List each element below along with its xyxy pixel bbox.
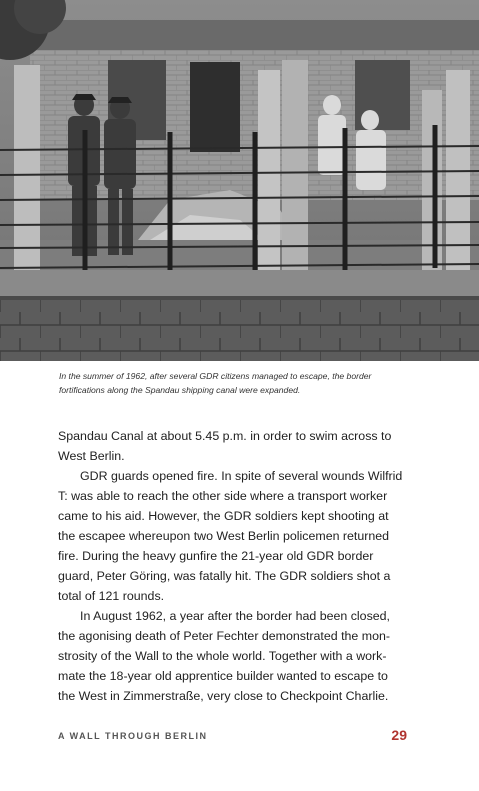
- text-line: the agonising death of Peter Fechter demonstrated the mon-: [58, 629, 390, 643]
- text-line: came to his aid. However, the GDR soldiers kept shooting at: [58, 509, 389, 523]
- caption-line: In the summer of 1962, after several GDR citizens managed to escape, the border: [59, 371, 372, 381]
- text-line: the escapee whereupon two West Berlin policemen returned: [58, 529, 390, 543]
- text-line: West Berlin.: [58, 449, 125, 463]
- paragraph: [58, 426, 407, 466]
- running-head: A WALL THROUGH BERLIN: [58, 731, 208, 741]
- text-line: In August 1962, a year after the border had been closed,: [80, 609, 390, 623]
- paragraph: [58, 606, 407, 706]
- page-footer: [58, 727, 407, 749]
- text-line: fire. During the heavy gunfire the 21-year old GDR border: [58, 549, 374, 563]
- text-line: mate the 18-year old apprentice builder wanted to escape to: [58, 669, 388, 683]
- photo-caption: [59, 369, 419, 397]
- text-line: the West in Zimmerstraße, very close to Checkpoint Charlie.: [58, 689, 389, 703]
- page-number: 29: [391, 727, 407, 743]
- text-line: guard, Peter Göring, was fatally hit. The GDR soldiers shot a: [58, 569, 391, 583]
- text-line: strosity of the Wall to the whole world. Together with a work-: [58, 649, 387, 663]
- text-line: total of 121 rounds.: [58, 589, 165, 603]
- body-text: [58, 426, 407, 706]
- text-line: GDR guards opened fire. In spite of several wounds Wilfrid: [80, 469, 403, 483]
- paragraph: [58, 466, 407, 606]
- text-line: Spandau Canal at about 5.45 p.m. in order to swim across to: [58, 429, 392, 443]
- historical-photo: [0, 0, 479, 361]
- text-line: T: was able to reach the other side where a transport worker: [58, 489, 388, 503]
- caption-line: fortifications along the Spandau shipping canal were expanded.: [59, 385, 301, 395]
